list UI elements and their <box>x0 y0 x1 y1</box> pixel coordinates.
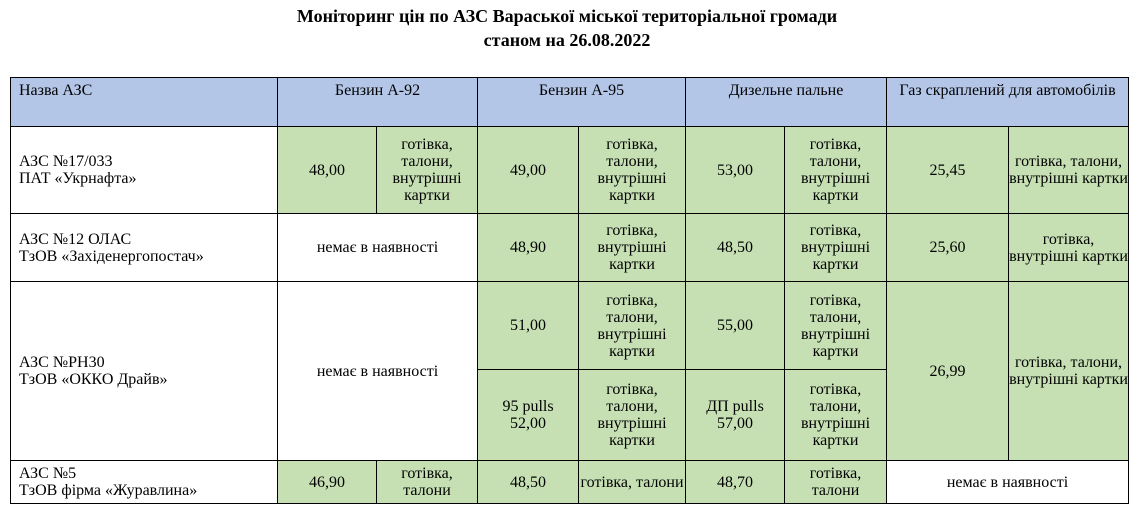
station-id: АЗС №12 ОЛАС <box>19 230 132 248</box>
a95-pulls-payment: готівка, талони, внутрішні картки <box>579 370 686 461</box>
station-company: ПАТ «Укрнафта» <box>19 170 137 187</box>
fuel-price-table <box>10 77 1129 504</box>
station-id: АЗС №РН30 <box>19 354 105 371</box>
gas-payment: готівка, внутрішні картки <box>1009 214 1129 282</box>
a92-payment: готівка, талони <box>377 461 478 504</box>
diesel-pulls-value: 57,00 <box>717 415 753 432</box>
diesel-payment: готівка, талони, внутрішні картки <box>785 282 887 370</box>
a95-payment: готівка, талони <box>579 461 686 504</box>
diesel-payment: готівка, талони <box>785 461 887 504</box>
a95-payment: готівка, талони, внутрішні картки <box>579 282 686 370</box>
gas-price: 25,45 <box>887 127 1009 214</box>
a92-unavailable: немає в наявності <box>278 282 478 461</box>
diesel-payment: готівка, талони, внутрішні картки <box>785 127 887 214</box>
table-row <box>11 461 1129 504</box>
diesel-pulls-price <box>686 370 785 461</box>
diesel-price: 53,00 <box>686 127 785 214</box>
header-a92: Бензин А-92 <box>278 78 478 127</box>
table-row <box>11 214 1129 282</box>
a95-pulls-price <box>478 370 579 461</box>
diesel-price: 48,70 <box>686 461 785 504</box>
document-title: Моніторинг цін по АЗС Вараської міської територіальної громади <box>296 6 838 26</box>
gas-price: 25,60 <box>887 214 1009 282</box>
a92-unavailable: немає в наявності <box>278 214 478 282</box>
table-row <box>11 127 1129 214</box>
a95-price: 51,00 <box>478 282 579 370</box>
station-name <box>11 127 278 214</box>
gas-payment: готівка, талони, внутрішні картки <box>1009 127 1129 214</box>
document-date: станом на 26.08.2022 <box>483 30 651 50</box>
gas-payment: готівка, талони, внутрішні картки <box>1009 282 1129 461</box>
station-name <box>11 214 278 282</box>
diesel-price: 48,50 <box>686 214 785 282</box>
station-company: ТзОВ фірма «Журавлина» <box>19 482 198 499</box>
header-gas: Газ скраплений для автомобілів <box>887 78 1129 127</box>
a95-price: 48,50 <box>478 461 579 504</box>
a92-price: 48,00 <box>278 127 377 214</box>
station-name <box>11 282 278 461</box>
a95-price: 49,00 <box>478 127 579 214</box>
station-name <box>11 461 278 504</box>
a95-payment: готівка, внутрішні картки <box>579 214 686 282</box>
a92-price: 46,90 <box>278 461 377 504</box>
a95-payment: готівка, талони, внутрішні картки <box>579 127 686 214</box>
gas-unavailable: немає в наявності <box>887 461 1129 504</box>
table-row <box>11 282 1129 370</box>
a92-payment: готівка, талони, внутрішні картки <box>377 127 478 214</box>
diesel-pulls-payment: готівка, талони, внутрішні картки <box>785 370 887 461</box>
header-station: Назва АЗС <box>11 78 278 127</box>
a95-pulls-value: 52,00 <box>510 415 546 432</box>
station-company: ТзОВ «ОККО Драйв» <box>19 371 168 388</box>
header-row <box>11 78 1129 127</box>
gas-price: 26,99 <box>887 282 1009 461</box>
header-a95: Бензин А-95 <box>478 78 686 127</box>
diesel-payment: готівка, внутрішні картки <box>785 214 887 282</box>
station-id: АЗС №5 <box>19 465 77 482</box>
a95-price: 48,90 <box>478 214 579 282</box>
header-diesel: Дизельне пальне <box>686 78 887 127</box>
station-company: ТзОВ «Західенергопостач» <box>19 247 204 265</box>
station-id: АЗС №17/033 <box>19 153 113 170</box>
a95-pulls-label: 95 pulls <box>502 398 554 415</box>
diesel-pulls-label: ДП pulls <box>706 398 764 415</box>
diesel-price: 55,00 <box>686 282 785 370</box>
